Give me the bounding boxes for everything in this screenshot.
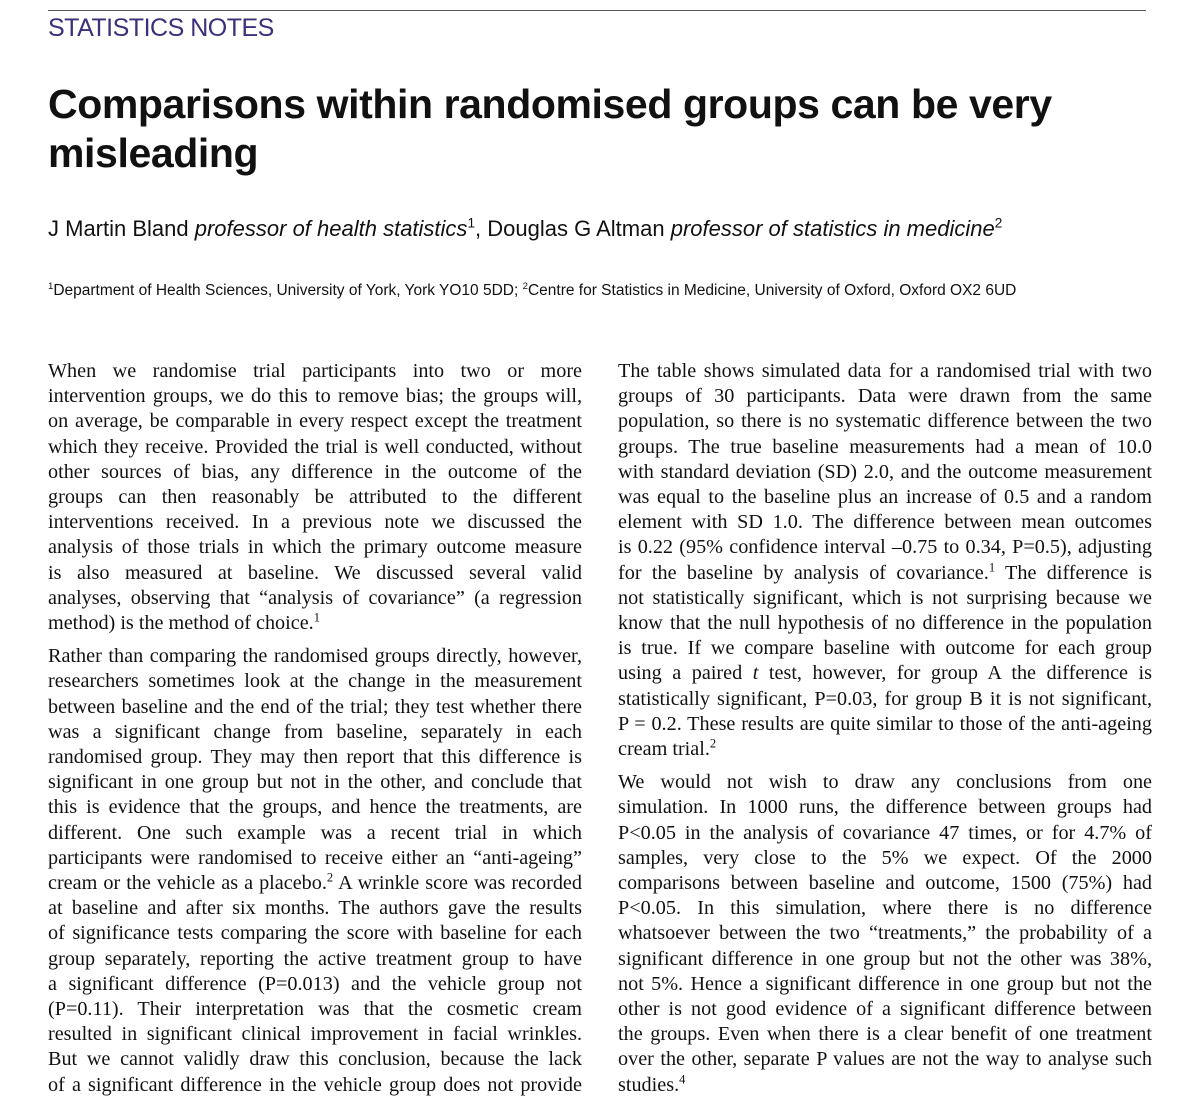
reference-marker: 2	[326, 870, 334, 885]
text-line: group separately, reporting the active treatment group to have	[48, 947, 582, 970]
affil-2-text: Centre for Statistics in Medicine, University of Oxford, Oxford OX2 6UD	[527, 282, 1017, 299]
italic-t: t	[752, 662, 759, 685]
author-2-affil-ref: 2	[994, 215, 1003, 231]
text-line: simulation. In 1000 runs, the difference between groups had	[618, 796, 1152, 819]
author-1-affil-ref: 1	[467, 215, 476, 231]
affil-2-marker: 2	[522, 280, 528, 292]
author-separator: ,	[475, 216, 482, 241]
text-line: P = 0.2. These results are quite similar to those of the anti-ageing	[618, 712, 1152, 735]
text-line: not 5%. Hence a significant difference in one group but not the	[618, 972, 1152, 995]
author-1-name: J Martin Bland	[48, 216, 189, 241]
text-line: researchers sometimes look at the change in the measurement	[48, 670, 582, 693]
body-column-right	[618, 359, 1152, 1106]
text-line: population, so there is no systematic difference between the two	[618, 410, 1152, 433]
text-line: analysis of those trials in which the primary outcome measure	[48, 536, 582, 559]
paragraph-3	[618, 359, 1152, 762]
text-line: this is evidence that the groups, and hence the treatments, are	[48, 796, 582, 819]
text-line	[618, 661, 1152, 686]
text-run: studies.	[618, 1073, 680, 1096]
affil-1-marker: 1	[48, 280, 54, 292]
body-column-left	[48, 359, 582, 1106]
text-line: is also measured at baseline. We discussed several valid	[48, 561, 582, 584]
text-line: analyses, observing that “analysis of covariance” (a regression	[48, 586, 582, 609]
text-line: is true. If we compare baseline with outcome for each group	[618, 637, 1152, 660]
text-line: P<0.05. In this simulation, where there is no difference	[618, 897, 1152, 920]
text-line: groups. The true baseline measurements had a mean of 10.0	[618, 435, 1152, 458]
reference-marker: 1	[988, 559, 996, 574]
section-label: STATISTICS NOTES	[48, 14, 274, 42]
text-line: (P=0.11). Their interpretation was that the cosmetic cream	[48, 998, 582, 1021]
text-run: method) is the method of choice.	[48, 612, 314, 635]
text-line	[618, 561, 1152, 586]
text-line: was equal to the baseline plus an increase of 0.5 and a random	[618, 486, 1152, 509]
text-run: test, however, for group A the difference is	[758, 662, 1152, 685]
text-run: for the baseline by analysis of covariance.	[618, 561, 989, 584]
text-line: different. One such example was a recent trial in which	[48, 821, 582, 844]
text-run: cream trial.	[618, 738, 710, 761]
text-line: of significance tests comparing the score with baseline for each	[48, 922, 582, 945]
text-line: samples, very close to the 5% we expect. Of the 2000	[618, 846, 1152, 869]
text-line: comparisons between baseline and outcome, 1500 (75%) had	[618, 872, 1152, 895]
text-line: statistically significant, P=0.03, for group B it is not significant,	[618, 687, 1152, 710]
affiliations	[48, 280, 1016, 302]
text-line	[618, 1073, 1152, 1098]
text-line: whatsoever between the two “treatments,” the probability of a	[618, 922, 1152, 945]
author-line	[48, 214, 1002, 244]
reference-marker: 4	[679, 1071, 686, 1086]
text-line: know that the null hypothesis of no difference in the population	[618, 612, 1152, 635]
text-line	[48, 871, 582, 896]
text-line	[618, 737, 1152, 762]
text-line: other is not good evidence of a significant difference between	[618, 998, 1152, 1021]
text-run: The difference is	[995, 561, 1152, 584]
text-line: groups can then reasonably be attributed to the different	[48, 486, 582, 509]
author-1-role: professor of health statistics	[194, 216, 468, 241]
text-line: element with SD 1.0. The difference between mean outcomes	[618, 511, 1152, 534]
text-line: on average, be comparable in every respect except the treatment	[48, 410, 582, 433]
text-line	[48, 611, 582, 636]
text-line: between baseline and the end of the trial; they test whether there	[48, 695, 582, 718]
text-line: at baseline and after six months. The authors gave the results	[48, 897, 582, 920]
paragraph-1	[48, 359, 582, 636]
reference-marker: 1	[313, 610, 320, 625]
text-line: Rather than comparing the randomised groups directly, however,	[48, 645, 582, 668]
text-line: resulted in significant clinical improvement in facial wrinkles.	[48, 1023, 582, 1046]
text-line: significant difference in one group but not the other was 38%,	[618, 947, 1152, 970]
text-line: with standard deviation (SD) 2.0, and the outcome measurement	[618, 460, 1152, 483]
text-line: is 0.22 (95% confidence interval –0.75 to 0.34, P=0.5), adjusting	[618, 536, 1152, 559]
paragraph-4	[618, 770, 1152, 1098]
paragraph-2	[48, 644, 582, 1098]
author-2-name: Douglas G Altman	[487, 216, 665, 241]
text-line: other sources of bias, any difference in the outcome of the	[48, 460, 582, 483]
text-line: But we cannot validly draw this conclusion, because the lack	[48, 1048, 582, 1071]
text-line: the groups. Even when there is a clear benefit of one treatment	[618, 1023, 1152, 1046]
author-2-role: professor of statistics in medicine	[670, 216, 995, 241]
text-line: over the other, separate P values are not the way to analyse such	[618, 1048, 1152, 1071]
text-line: groups of 30 participants. Data were drawn from the same	[618, 385, 1152, 408]
article-title: Comparisons within randomised groups can be very misleading	[48, 81, 1052, 176]
text-run: cream or the vehicle as a placebo.	[48, 872, 327, 895]
reference-marker: 2	[709, 736, 717, 751]
text-line: randomised group. They may then report that this difference is	[48, 746, 582, 769]
top-rule	[48, 10, 1146, 11]
affil-1-text: Department of Health Sciences, University of York, York YO10 5DD;	[53, 282, 523, 299]
text-line: The table shows simulated data for a randomised trial with two	[618, 360, 1152, 382]
text-line: a significant difference (P=0.013) and the vehicle group not	[48, 972, 582, 995]
text-run: using a paired	[618, 662, 753, 685]
text-line: We would not wish to draw any conclusions from one	[618, 771, 1152, 794]
text-line: participants were randomised to receive either an “anti-ageing”	[48, 846, 582, 869]
text-line: When we randomise trial participants into two or more	[48, 360, 582, 382]
text-line: significant in one group but not in the other, and conclude that	[48, 771, 582, 794]
text-line: which they receive. Provided the trial is well conducted, without	[48, 435, 582, 458]
text-line: not statistically significant, which is not surprising because we	[618, 586, 1152, 609]
text-run: A wrinkle score was recorded	[333, 872, 582, 895]
text-line: intervention groups, we do this to remove bias; the groups will,	[48, 385, 582, 408]
text-line: interventions received. In a previous note we discussed the	[48, 511, 582, 534]
text-line: of a significant difference in the vehicle group does not provide	[48, 1073, 582, 1096]
text-line: was a significant change from baseline, separately in each	[48, 720, 582, 743]
text-line: P<0.05 in the analysis of covariance 47 times, or for 4.7% of	[618, 821, 1152, 844]
